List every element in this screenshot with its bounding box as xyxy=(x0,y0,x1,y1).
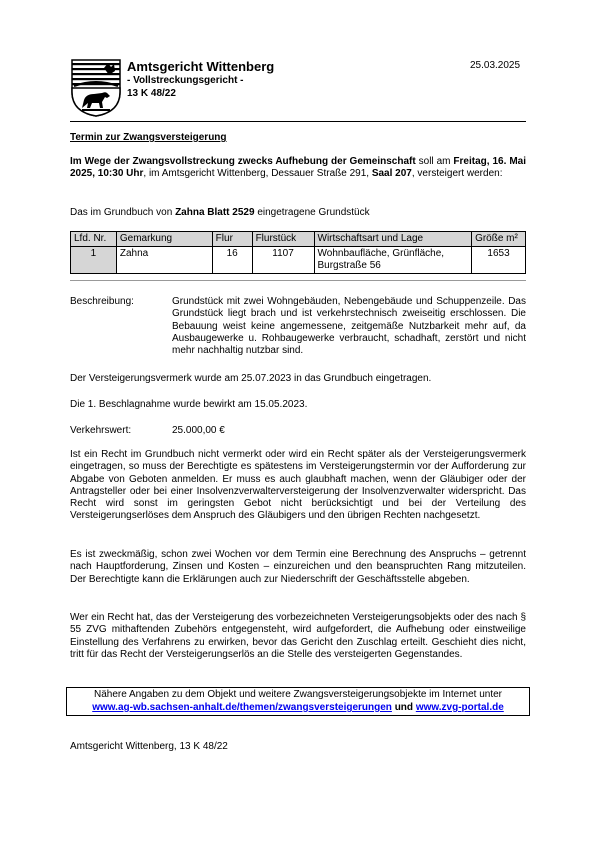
table-header: Größe m² xyxy=(472,232,526,247)
document-date: 25.03.2025 xyxy=(470,60,521,71)
intro-text-4: , im Amtsgericht Wittenberg, Dessauer Straße 291, xyxy=(143,168,372,180)
description-text: Grundstück mit zwei Wohngebäuden, Nebengebäude und Schuppenzeile. Das Grundstück liegt brach und ist verkehrstechnisch zweiseitig erschlossen. Die Bebauung weist keine angemessene, zeitgemäße Nutzbarkeit mehr auf, da Ausbaugewerke u. Rohbaugewerke verbraucht, schadhaft, zerstört und nicht mehr nachhaltig nutzbar sind. xyxy=(172,296,526,357)
table-cell: 1653 xyxy=(472,247,526,274)
property-table xyxy=(70,231,526,274)
beschlagnahme-note: Die 1. Beschlagnahme wurde bewirkt am 15.05.2023. xyxy=(70,399,308,410)
table-row xyxy=(71,247,526,274)
info-box-links xyxy=(67,701,529,714)
vermerk-note: Der Versteigerungsvermerk wurde am 25.07.2023 in das Grundbuch eingetragen. xyxy=(70,373,432,384)
table-divider xyxy=(70,280,526,281)
intro-bold-room: Saal 207 xyxy=(371,168,412,180)
objection-paragraph: Wer ein Recht hat, das der Versteigerung des vorbezeichneten Versteigerungsobjekts oder des nach § 55 ZVG mithaftenden Zubehörs entgegensteht, wird aufgefordert, die Aufhebung oder einstweilige Einstellung des Verfahrens zu erwirken, bevor das Gericht den Zuschlag erteilt. Geschieht dies nicht, tritt für das Recht der Versteigerungserlös an die Stelle des versteigerten Gegenstandes. xyxy=(70,612,526,660)
page-title: Termin zur Zwangsversteigerung xyxy=(70,132,227,143)
table-cell: 1 xyxy=(71,247,117,274)
intro-paragraph xyxy=(70,156,526,181)
table-header: Flur xyxy=(212,232,252,247)
table-header: Lfd. Nr. xyxy=(71,232,117,247)
court-department: - Vollstreckungsgericht - xyxy=(127,75,244,86)
coat-of-arms-icon xyxy=(70,58,122,118)
zvg-portal-link[interactable]: www.zvg-portal.de xyxy=(415,702,504,713)
header-divider xyxy=(70,121,526,122)
intro-bold-date: Freitag, 16. Mai 2025, 10:30 Uhr xyxy=(70,156,526,180)
footer-reference: Amtsgericht Wittenberg, 13 K 48/22 xyxy=(70,741,228,752)
case-number: 13 K 48/22 xyxy=(127,88,176,99)
table-cell: Zahna xyxy=(116,247,212,274)
advice-paragraph: Es ist zweckmäßig, schon zwei Wochen vor dem Termin eine Berechnung des Anspruchs – getrennt nach Hauptforderung, Zinsen und Kosten – einzureichen und den beanspruchten Rang mitzuteilen. Der Berechtigte kann die Erklärungen auch zur Niederschrift der Geschäftsstelle abgeben. xyxy=(70,549,526,585)
table-cell: Wohnbaufläche, Grünfläche, Burgstraße 56 xyxy=(314,247,472,274)
value-label: Verkehrswert: xyxy=(70,425,132,436)
registry-sentence xyxy=(70,207,526,219)
table-header: Wirtschaftsart und Lage xyxy=(314,232,472,247)
info-box xyxy=(66,687,530,716)
info-box-text: Nähere Angaben zu dem Objekt und weitere Zwangsversteigerungsobjekte im Internet unter xyxy=(93,689,502,700)
intro-bold-1: Im Wege der Zwangsvollstreckung zwecks Aufhebung der Gemeinschaft xyxy=(70,156,416,167)
court-name: Amtsgericht Wittenberg xyxy=(127,59,275,74)
intro-text-6: , versteigert werden: xyxy=(411,168,503,180)
table-header: Gemarkung xyxy=(116,232,212,247)
court-website-link[interactable]: www.ag-wb.sachsen-anhalt.de/themen/zwangsversteigerungen xyxy=(92,702,392,713)
description-label: Beschreibung: xyxy=(70,296,134,307)
registry-text-1: Das im Grundbuch von xyxy=(70,207,176,218)
table-cell: 1107 xyxy=(252,247,314,274)
registry-text-3: eingetragene Grundstück xyxy=(254,207,370,218)
table-cell: 16 xyxy=(212,247,252,274)
table-header-row xyxy=(71,232,526,247)
value-amount: 25.000,00 € xyxy=(172,425,225,436)
table-header: Flurstück xyxy=(252,232,314,247)
registry-bold: Zahna Blatt 2529 xyxy=(175,207,255,218)
rights-paragraph: Ist ein Recht im Grundbuch nicht vermerkt oder wird ein Recht später als der Versteigerungsvermerk eingetragen, so muss der Berechtigte es spätestens im Versteigerungstermin vor der Aufforderung zur Abgabe von Geboten anmelden. Er muss es auch glaubhaft machen, wenn der Gläubiger oder der Antragsteller oder bei einer Insolvenzverwalterversteigerung der Insolvenzverwalter widerspricht. Das Recht wird sonst im geringsten Gebot nicht berücksichtigt und bei der Verteilung des Versteigerungserlöses dem Anspruch des Gläubigers und den übrigen Rechten nachgesetzt. xyxy=(70,449,526,522)
intro-text-2: soll am xyxy=(415,156,454,167)
link-connector: und xyxy=(391,702,416,713)
